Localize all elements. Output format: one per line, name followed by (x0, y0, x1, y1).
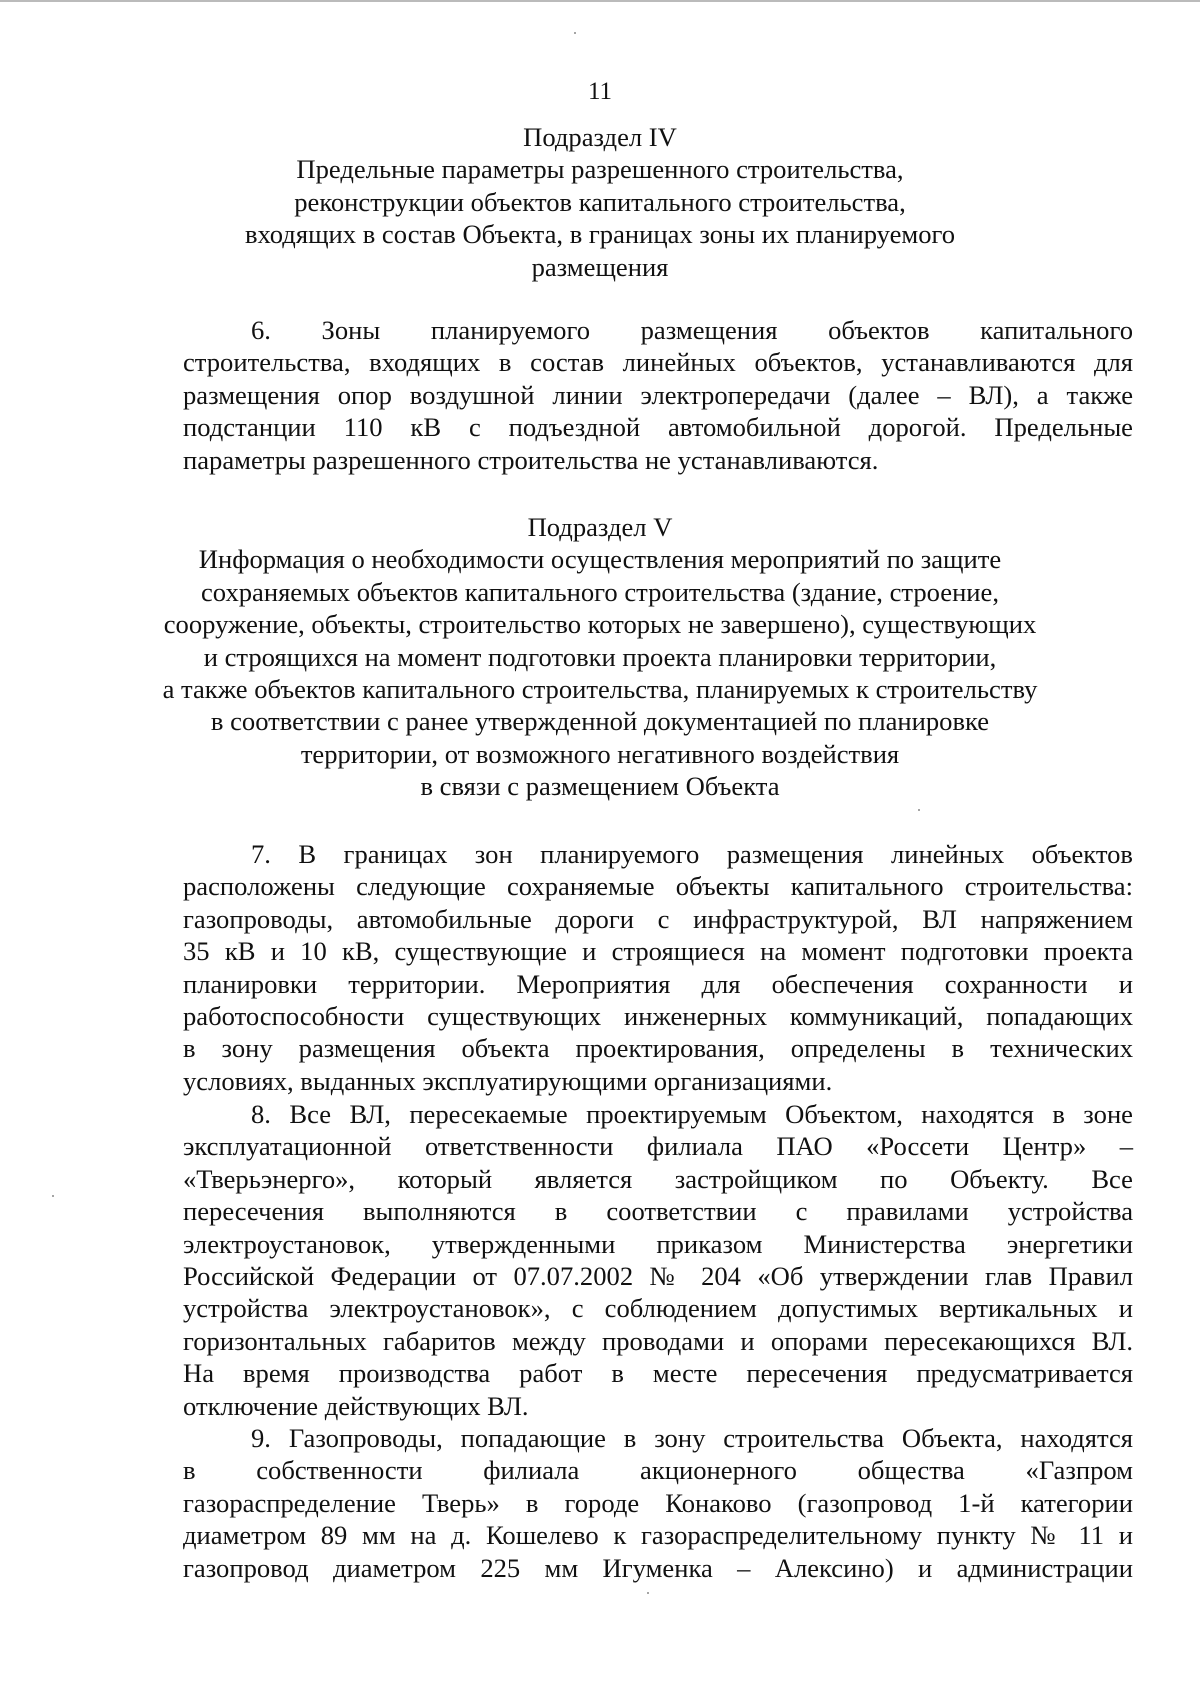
paragraph-line: строительства, входящих в состав линейных объектов, устанавливаются для (183, 347, 1133, 378)
paragraph-line: подстанции 110 кВ с подъездной автомобильной дорогой. Предельные (183, 412, 1133, 443)
paragraph-8 (183, 1098, 1133, 1422)
scan-speck (918, 809, 920, 811)
subsection-4-title: Подраздел IV (523, 122, 677, 152)
paragraph-line: условиях, выданных эксплуатирующими организациями. (183, 1065, 833, 1096)
paragraph-6 (183, 314, 1133, 476)
subsection-5-line: а также объектов капитального строительства, планируемых к строительству (162, 674, 1038, 705)
paragraph-line: 35 кВ и 10 кВ, существующие и строящиеся на момент подготовки проекта (183, 936, 1133, 967)
paragraph-line: в собственности филиала акционерного общества «Газпром (183, 1455, 1133, 1486)
paragraph-line: расположены следующие сохраняемые объекты капитального строительства: (183, 871, 1133, 902)
paragraph-line: газораспределение Тверь» в городе Конаково (газопровод 1-й категории (183, 1487, 1133, 1518)
subsection-5-line: в связи с размещением Объекта (420, 771, 780, 802)
paragraph-line: диаметром 89 мм на д. Кошелево к газораспределительному пункту № 11 и (183, 1520, 1133, 1551)
scan-speck (52, 1195, 54, 1197)
paragraph-line: отключение действующих ВЛ. (183, 1390, 529, 1421)
paragraph-line: устройства электроустановок», с соблюдением допустимых вертикальных и (183, 1293, 1133, 1324)
paragraph-line: планировки территории. Мероприятия для обеспечения сохранности и (183, 968, 1133, 999)
scan-speck (647, 1592, 649, 1594)
paragraph-line: эксплуатационной ответственности филиала ПАО «Россети Центр» – (183, 1131, 1133, 1162)
paragraph-line: 6. Зоны планируемого размещения объектов капитального (251, 315, 1133, 345)
paragraph-line: газопровод диаметром 225 мм Игуменка – Алексино) и администрации (183, 1552, 1133, 1583)
subsection-4-line: размещения (531, 251, 669, 282)
page-number: 11 (587, 78, 613, 105)
paragraph-line: размещения опор воздушной линии электропередачи (далее – ВЛ), а также (183, 379, 1133, 410)
subsection-5-line: и строящихся на момент подготовки проекта планировки территории, (203, 641, 997, 672)
paragraph-line: пересечения выполняются в соответствии с правилами устройства (183, 1196, 1133, 1227)
paragraph-line: работоспособности существующих инженерных коммуникаций, попадающих (183, 1001, 1133, 1032)
paragraph-line: параметры разрешенного строительства не устанавливаются. (183, 444, 879, 475)
subsection-5-line: в соответствии с ранее утвержденной документацией по планировке (210, 706, 990, 737)
paragraph-7 (183, 838, 1133, 1097)
scan-speck (574, 32, 576, 34)
subsection-4-heading (150, 121, 1050, 283)
subsection-5-heading (150, 511, 1050, 803)
paragraph-line: Российской Федерации от 07.07.2002 № 204 «Об утверждении глав Правил (183, 1261, 1133, 1292)
paragraph-9 (183, 1422, 1133, 1584)
paragraph-line: газопроводы, автомобильные дороги с инфраструктурой, ВЛ напряжением (183, 903, 1133, 934)
paragraph-line: 7. В границах зон планируемого размещения линейных объектов (251, 839, 1133, 869)
subsection-5-line: Информация о необходимости осуществления мероприятий по защите (198, 544, 1002, 575)
paragraph-line: электроустановок, утвержденными приказом Министерства энергетики (183, 1228, 1133, 1259)
paragraph-line: На время производства работ в месте пересечения предусматривается (183, 1358, 1133, 1389)
paragraph-line: 8. Все ВЛ, пересекаемые проектируемым Объектом, находятся в зоне (251, 1099, 1133, 1129)
subsection-4-line: входящих в состав Объекта, в границах зоны их планируемого (244, 219, 956, 250)
paragraph-line: горизонтальных габаритов между проводами и опорами пересекающихся ВЛ. (183, 1325, 1133, 1356)
scan-top-edge (0, 0, 1200, 2)
subsection-5-line: территории, от возможного негативного воздействия (300, 738, 900, 769)
paragraph-line: «Тверьэнерго», который является застройщиком по Объекту. Все (183, 1163, 1133, 1194)
paragraph-line: в зону размещения объекта проектирования, определены в технических (183, 1033, 1133, 1064)
subsection-4-line: Предельные параметры разрешенного строительства, (296, 154, 904, 185)
subsection-4-line: реконструкции объектов капитального строительства, (294, 186, 906, 217)
subsection-5-line: сохраняемых объектов капитального строительства (здание, строение, (201, 576, 999, 607)
subsection-5-line: сооружение, объекты, строительство которых не завершено), существующих (163, 609, 1037, 640)
subsection-5-title: Подраздел V (527, 512, 673, 542)
paragraph-line: 9. Газопроводы, попадающие в зону строительства Объекта, находятся (251, 1423, 1133, 1453)
